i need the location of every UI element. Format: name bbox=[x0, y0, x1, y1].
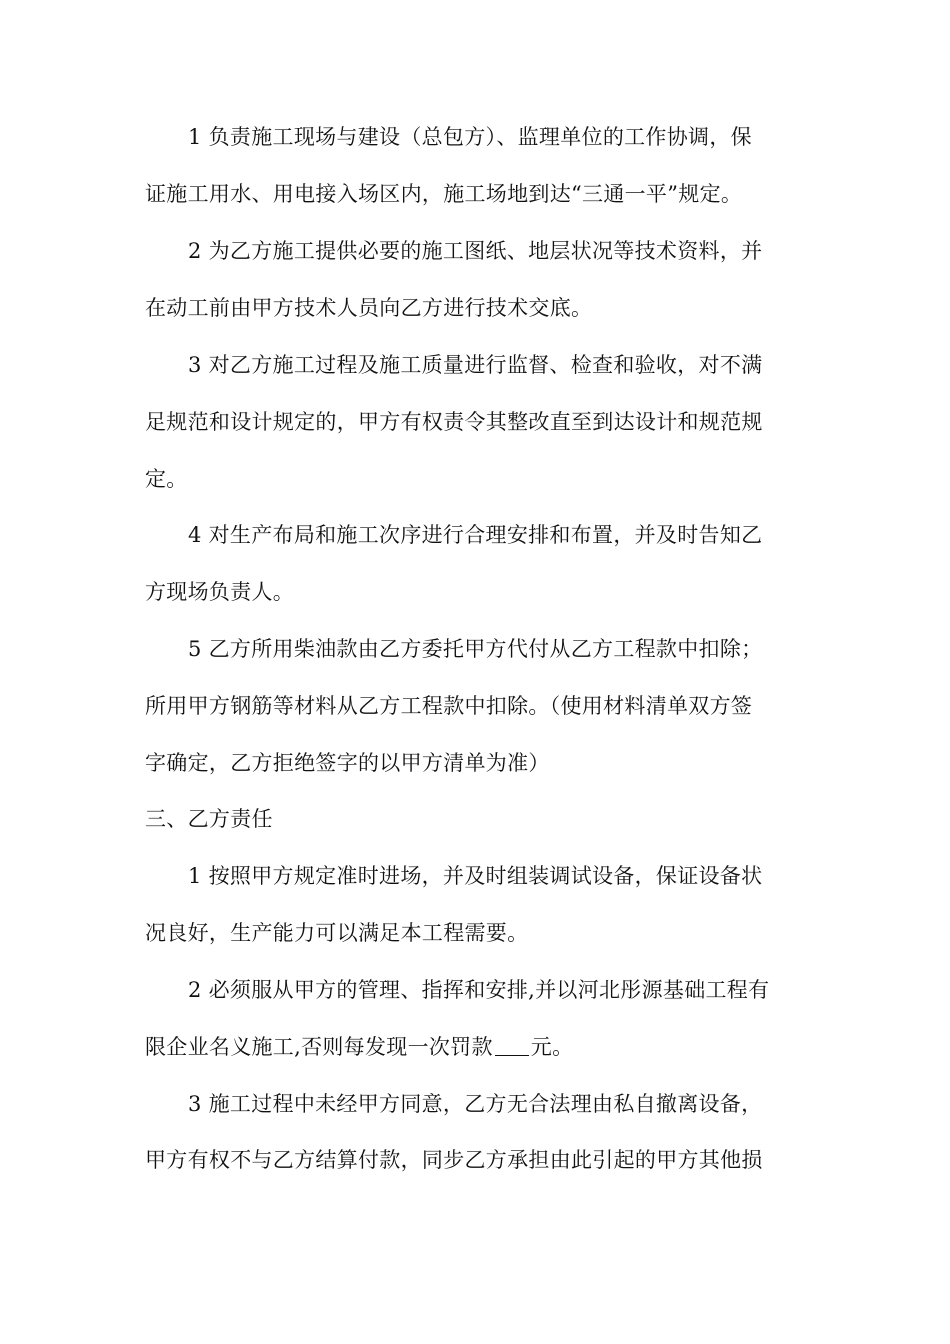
paragraph-line: 况良好，生产能力可以满足本工程需要。 bbox=[145, 921, 529, 945]
paragraph-line: 在动工前由甲方技术人员向乙方进行技术交底。 bbox=[145, 296, 593, 320]
paragraph-line: 足规范和设计规定的，甲方有权责令其整改直至到达设计和规范规 bbox=[145, 410, 763, 434]
paragraph-line: 2 为乙方施工提供必要的施工图纸、地层状况等技术资料，并 bbox=[188, 239, 763, 263]
line-text: 元。 bbox=[530, 1035, 574, 1059]
section-heading: 三、乙方责任 bbox=[145, 807, 273, 831]
paragraph-line: 3 对乙方施工过程及施工质量进行监督、检查和验收，对不满 bbox=[188, 353, 763, 377]
paragraph-line: 字确定，乙方拒绝签字的以甲方清单为准） bbox=[145, 751, 550, 775]
paragraph-line: 定。 bbox=[145, 467, 188, 491]
paragraph-line: 证施工用水、用电接入场区内，施工场地到达“三通一平”规定。 bbox=[145, 182, 743, 206]
paragraph-line: 2 必须服从甲方的管理、指挥和安排,并以河北彤源基础工程有 bbox=[188, 978, 770, 1002]
fill-in-blank[interactable] bbox=[495, 1035, 529, 1056]
paragraph-line: 3 施工过程中未经甲方同意，乙方无合法理由私自撤离设备， bbox=[188, 1092, 763, 1116]
paragraph-line: 1 负责施工现场与建设（总包方）、监理单位的工作协调，保 bbox=[188, 125, 752, 149]
paragraph-line: 甲方有权不与乙方结算付款，同步乙方承担由此引起的甲方其他损 bbox=[145, 1148, 763, 1172]
paragraph-line: 4 对生产布局和施工次序进行合理安排和布置，并及时告知乙 bbox=[188, 523, 763, 547]
paragraph-line: 5 乙方所用柴油款由乙方委托甲方代付从乙方工程款中扣除； bbox=[188, 637, 763, 661]
paragraph-line bbox=[145, 1032, 810, 1062]
paragraph-line: 1 按照甲方规定准时进场，并及时组装调试设备，保证设备状 bbox=[188, 864, 763, 888]
line-text: 限企业名义施工,否则每发现一次罚款 bbox=[145, 1035, 493, 1059]
paragraph-line: 所用甲方钢筋等材料从乙方工程款中扣除。（使用材料清单双方签 bbox=[145, 694, 753, 718]
paragraph-line: 方现场负责人。 bbox=[145, 580, 295, 604]
